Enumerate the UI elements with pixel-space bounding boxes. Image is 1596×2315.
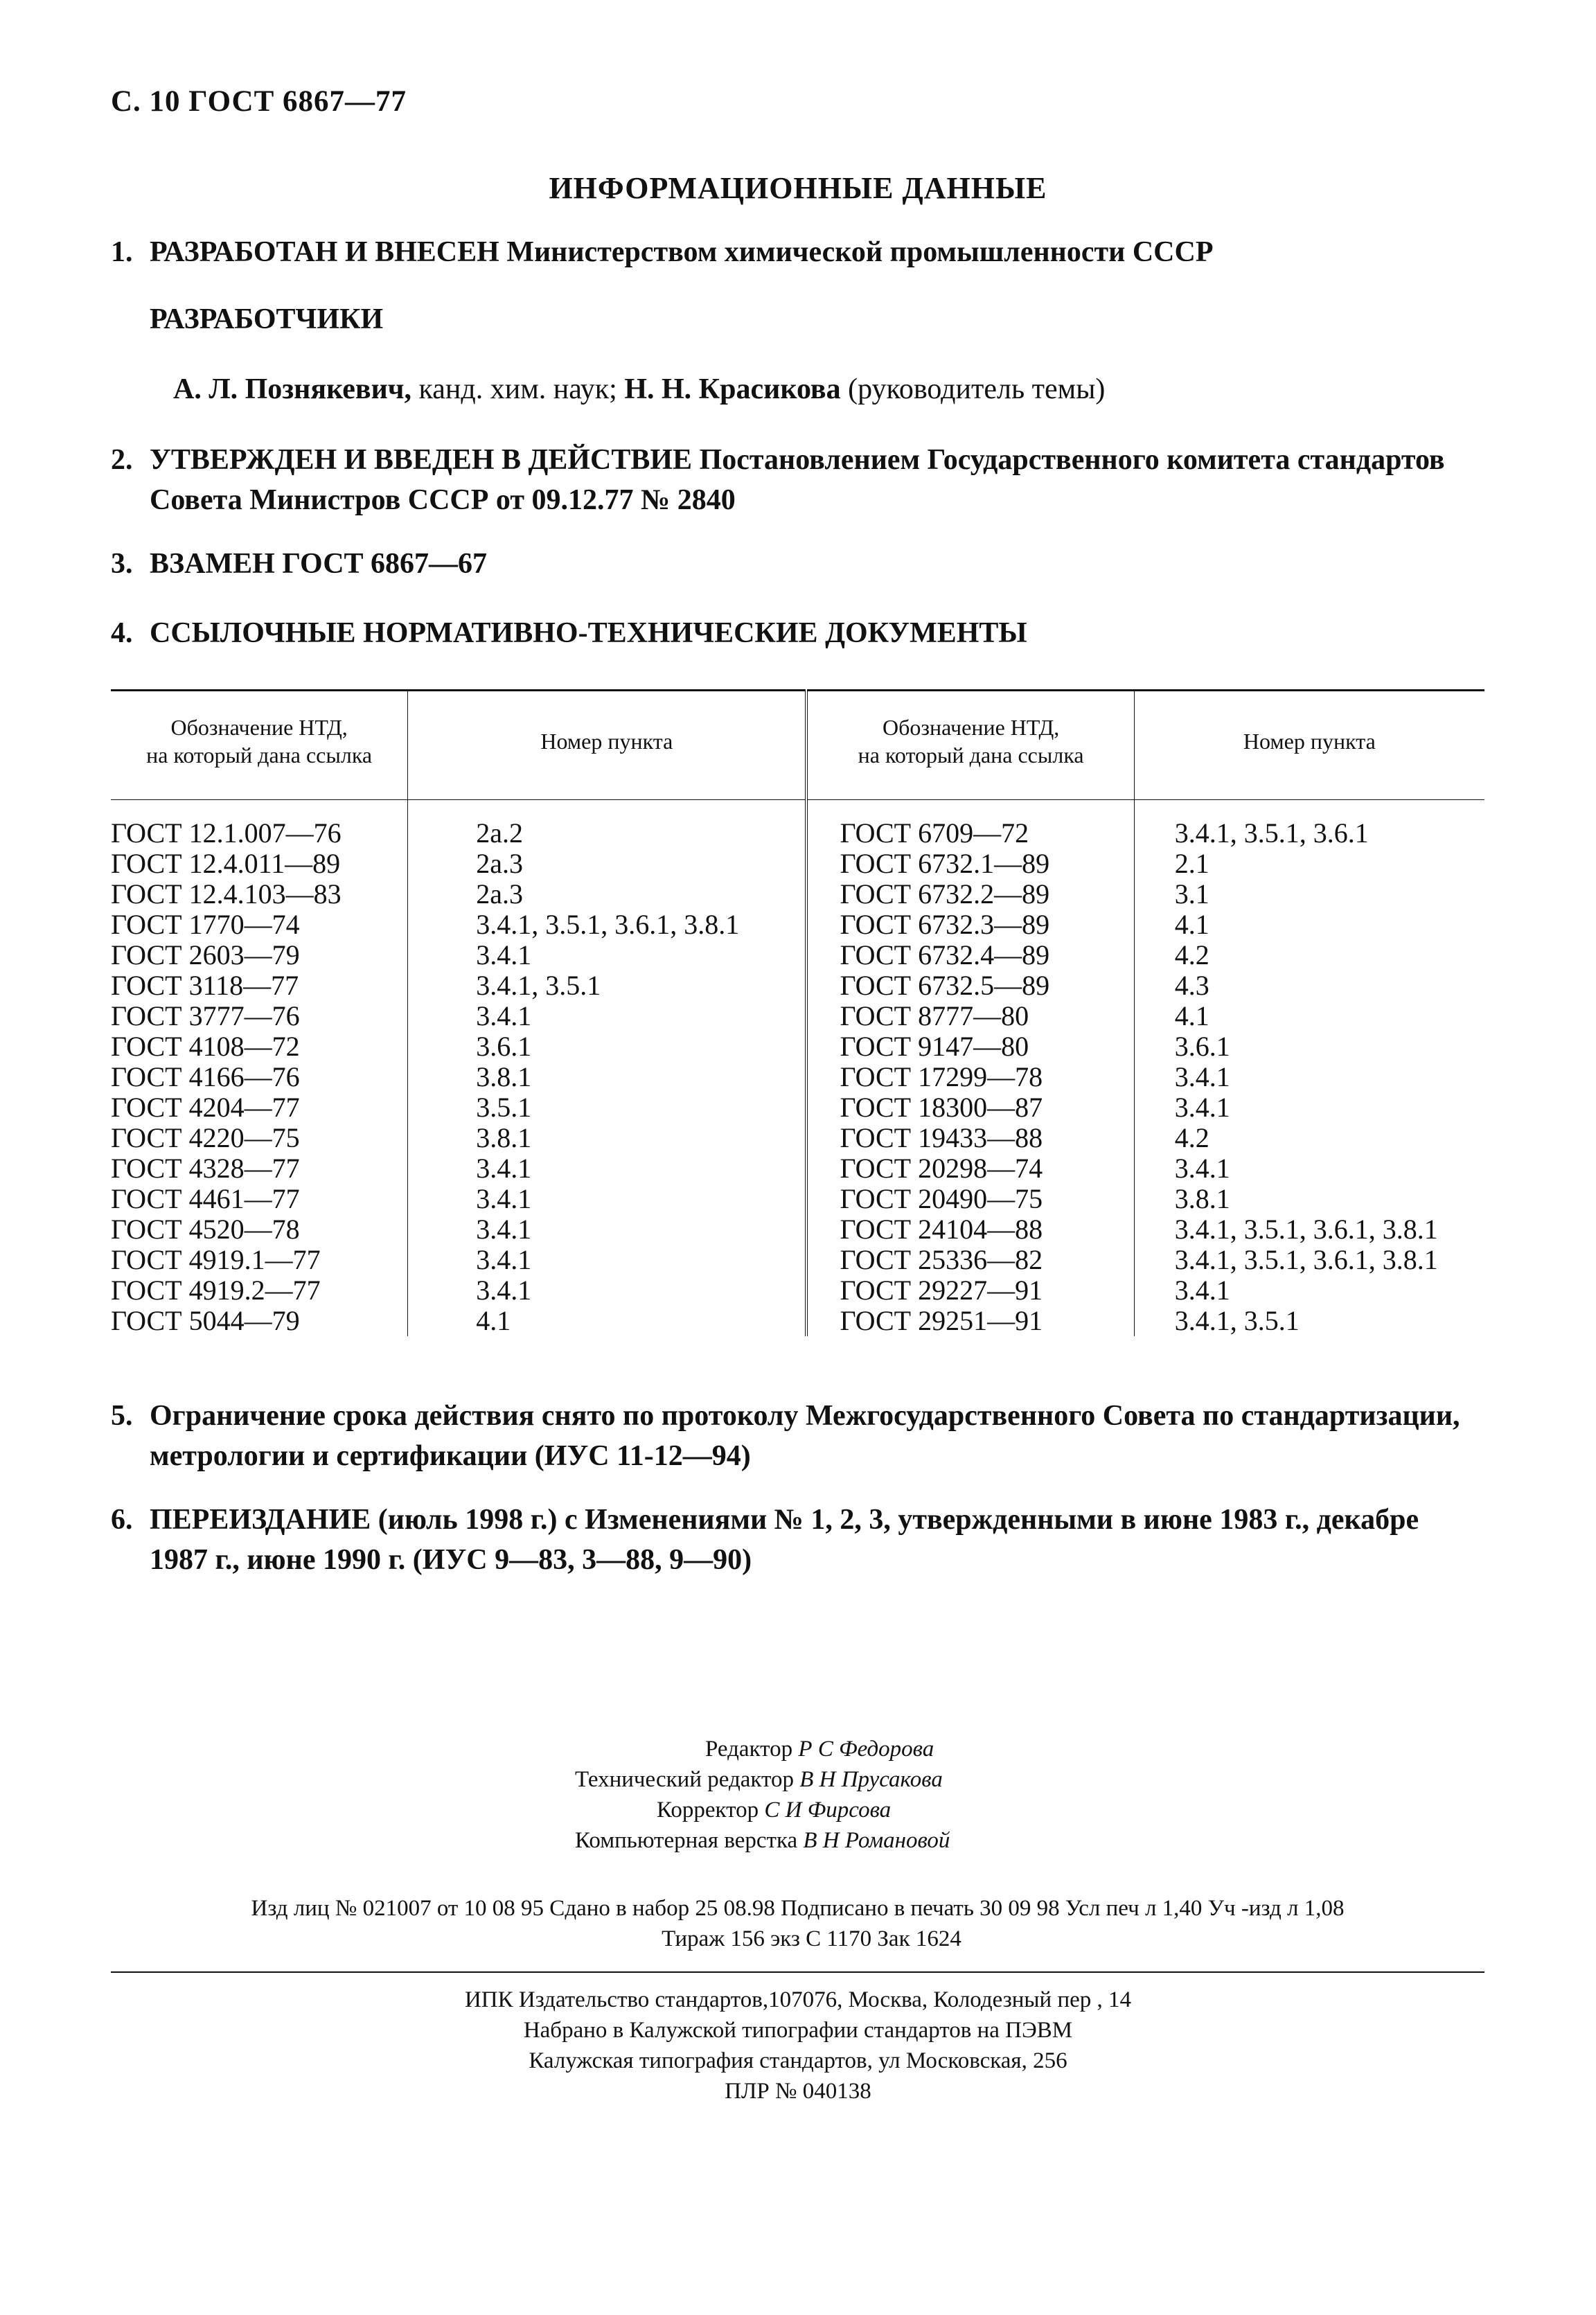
ref-doc-left: ГОСТ 4166—76 — [111, 1061, 300, 1092]
item-3-text: ВЗАМЕН ГОСТ 6867—67 — [150, 548, 488, 580]
ref-doc-left: ГОСТ 4204—77 — [111, 1092, 300, 1123]
table-row — [111, 1001, 1484, 1031]
header-doc-line2: на который дана ссылка — [146, 743, 373, 768]
item-5-line2: метрологии и сертификации (ИУС 11-12—94) — [150, 1440, 751, 1472]
ref-doc-right: ГОСТ 29251—91 — [806, 1306, 1134, 1336]
credit-editor-name: Р С Федорова — [798, 1737, 934, 1762]
ref-clause-left: 3.8.1 — [408, 1123, 807, 1153]
item-2-text-line1: Постановлением Государственного комитета стандартов — [692, 444, 1445, 476]
table-row — [111, 849, 1484, 879]
printer-line4: ПЛР № 040138 — [725, 2079, 871, 2104]
credit-editor-label: Редактор — [705, 1737, 799, 1762]
item-6-number: 6. — [111, 1504, 133, 1536]
developer-2-name: Н. Н. Красикова — [624, 373, 841, 405]
ref-clause-right: 3.1 — [1134, 879, 1484, 910]
table-row — [111, 1031, 1484, 1062]
ref-doc-right: ГОСТ 24104—88 — [806, 1214, 1134, 1245]
credit-tech-label: Технический редактор — [575, 1767, 800, 1792]
table-row — [111, 1062, 1484, 1092]
ref-doc-left: ГОСТ 4919.2—77 — [111, 1275, 321, 1306]
ref-clause-right: 4.2 — [1134, 940, 1484, 970]
ref-clause-right: 3.4.1 — [1134, 1062, 1484, 1092]
ref-clause-left: 2а.3 — [408, 879, 807, 910]
credits-block — [0, 1734, 1596, 1856]
item-2-bold: УТВЕРЖДЕН И ВВЕДЕН В ДЕЙСТВИЕ — [150, 444, 693, 476]
header-clause-number: Номер пункта — [408, 691, 807, 800]
ref-clause-right: 2.1 — [1134, 849, 1484, 879]
imprint-divider — [111, 1971, 1484, 1973]
ref-clause-left: 3.4.1 — [408, 1275, 807, 1306]
ref-doc-left: ГОСТ 12.4.103—83 — [111, 878, 342, 910]
credit-corrector-name: С И Фирсова — [764, 1798, 892, 1822]
document-title: ИНФОРМАЦИОННЫЕ ДАННЫЕ — [549, 171, 1047, 205]
ref-clause-left: 3.5.1 — [408, 1092, 807, 1123]
developer-2-role: (руководитель темы) — [840, 373, 1106, 405]
printer-line2: Набрано в Калужской типографии стандартов на ПЭВМ — [523, 2018, 1073, 2043]
ref-doc-right: ГОСТ 25336—82 — [806, 1245, 1134, 1275]
credit-tech-name: В Н Прусакова — [799, 1767, 943, 1792]
table-row — [111, 940, 1484, 970]
item-2-number: 2. — [111, 444, 133, 476]
table-row — [111, 1275, 1484, 1306]
item-6-line2: 1987 г., июне 1990 г. (ИУС 9—83, 3—88, 9—90) — [150, 1544, 752, 1576]
ref-doc-right: ГОСТ 20298—74 — [806, 1153, 1134, 1184]
ref-clause-left: 4.1 — [408, 1306, 807, 1336]
references-table — [111, 689, 1484, 1336]
table-row — [111, 1306, 1484, 1336]
ref-doc-left: ГОСТ 2603—79 — [111, 939, 300, 970]
table-row — [111, 1184, 1484, 1214]
item-1 — [111, 232, 1485, 272]
ref-doc-right: ГОСТ 6732.2—89 — [806, 879, 1134, 910]
ref-clause-left: 3.4.1 — [408, 1245, 807, 1275]
ref-clause-left: 2а.2 — [408, 800, 807, 849]
ref-doc-right: ГОСТ 20490—75 — [806, 1184, 1134, 1214]
credit-layout-label: Компьютерная верстка — [575, 1828, 804, 1853]
credit-editor — [0, 1734, 1596, 1764]
imprint-line2: Тираж 156 экз С 1170 Зак 1624 — [662, 1926, 961, 1951]
ref-doc-right: ГОСТ 19433—88 — [806, 1123, 1134, 1153]
developer-1-title: канд. хим. наук; — [411, 373, 625, 405]
ref-doc-right: ГОСТ 9147—80 — [806, 1031, 1134, 1062]
item-2 — [111, 440, 1485, 520]
ref-clause-left: 3.4.1 — [408, 1184, 807, 1214]
ref-clause-right: 4.1 — [1134, 910, 1484, 940]
ref-doc-left: ГОСТ 1770—74 — [111, 909, 300, 940]
item-1-number: 1. — [111, 236, 133, 268]
ref-doc-left: ГОСТ 4919.1—77 — [111, 1244, 321, 1275]
ref-clause-left: 3.4.1 — [408, 1001, 807, 1031]
ref-clause-right: 4.2 — [1134, 1123, 1484, 1153]
ref-doc-left: ГОСТ 4461—77 — [111, 1183, 300, 1214]
credit-corrector-label: Корректор — [657, 1798, 765, 1822]
ref-clause-left: 3.4.1 — [408, 1153, 807, 1184]
ref-clause-right: 4.1 — [1134, 1001, 1484, 1031]
ref-doc-left: ГОСТ 4108—72 — [111, 1031, 300, 1062]
ref-doc-right: ГОСТ 6732.4—89 — [806, 940, 1134, 970]
item-5-line1: Ограничение срока действия снято по протоколу Межгосударственного Совета по стандартизации, — [150, 1400, 1460, 1432]
table-row — [111, 970, 1484, 1001]
ref-clause-right: 3.4.1, 3.5.1, 3.6.1, 3.8.1 — [1134, 1214, 1484, 1245]
ref-doc-right: ГОСТ 6709—72 — [806, 800, 1134, 849]
item-3-number: 3. — [111, 548, 133, 580]
ref-doc-left: ГОСТ 3777—76 — [111, 1000, 300, 1031]
ref-doc-right: ГОСТ 6732.5—89 — [806, 970, 1134, 1001]
header-doc-line2: на который дана ссылка — [858, 743, 1084, 768]
table-row — [111, 1245, 1484, 1275]
ref-doc-left: ГОСТ 4220—75 — [111, 1122, 300, 1153]
item-3 — [111, 544, 1485, 584]
item-5 — [111, 1396, 1485, 1476]
ref-clause-right: 3.4.1, 3.5.1, 3.6.1, 3.8.1 — [1134, 1245, 1484, 1275]
table-row — [111, 800, 1484, 849]
table-row — [111, 1214, 1484, 1245]
ref-clause-left: 3.4.1 — [408, 1214, 807, 1245]
ref-clause-left: 3.6.1 — [408, 1031, 807, 1062]
printer-line1: ИПК Издательство стандартов,107076, Москва, Колодезный пер , 14 — [464, 1987, 1132, 2012]
ref-doc-right: ГОСТ 29227—91 — [806, 1275, 1134, 1306]
header-doc-line1: Обозначение НТД, — [882, 715, 1060, 740]
item-4 — [111, 613, 1485, 653]
ref-doc-left: ГОСТ 4328—77 — [111, 1153, 300, 1184]
credit-corrector — [0, 1795, 1596, 1825]
ref-doc-left: ГОСТ 3118—77 — [111, 970, 299, 1001]
table-row — [111, 879, 1484, 910]
header-doc-designation — [111, 691, 408, 800]
ref-clause-right: 3.4.1, 3.5.1 — [1134, 1306, 1484, 1336]
ref-doc-left: ГОСТ 4520—78 — [111, 1214, 300, 1245]
ref-clause-left: 3.8.1 — [408, 1062, 807, 1092]
item-4-number: 4. — [111, 617, 133, 649]
table-row — [111, 1092, 1484, 1123]
imprint-block — [111, 1893, 1484, 1954]
imprint-line1: Изд лиц № 021007 от 10 08 95 Сдано в набор 25 08.98 Подписано в печать 30 09 98 Усл печ л 1,40 Уч -изд л 1,08 — [251, 1896, 1345, 1921]
developers-heading: РАЗРАБОТЧИКИ — [150, 303, 384, 335]
ref-doc-right: ГОСТ 6732.3—89 — [806, 910, 1134, 940]
header-doc-designation-2 — [806, 691, 1134, 800]
item-5-number: 5. — [111, 1400, 133, 1432]
credit-layout-name: В Н Романовой — [803, 1828, 950, 1853]
developer-1-name: А. Л. Познякевич, — [173, 373, 411, 405]
ref-clause-right: 4.3 — [1134, 970, 1484, 1001]
ref-clause-right: 3.4.1, 3.5.1, 3.6.1 — [1134, 800, 1484, 849]
item-2-text-line2: Совета Министров СССР от 09.12.77 № 2840 — [150, 484, 736, 516]
ref-clause-right: 3.8.1 — [1134, 1184, 1484, 1214]
printer-line3: Калужская типография стандартов, ул Московская, 256 — [529, 2048, 1067, 2073]
ref-doc-left: ГОСТ 5044—79 — [111, 1305, 300, 1336]
header-doc-line1: Обозначение НТД, — [170, 715, 348, 740]
table-row — [111, 1153, 1484, 1184]
table-body — [111, 800, 1484, 1337]
ref-clause-left: 3.4.1 — [408, 940, 807, 970]
item-4-text: ССЫЛОЧНЫЕ НОРМАТИВНО-ТЕХНИЧЕСКИЕ ДОКУМЕНТЫ — [150, 617, 1027, 649]
ref-doc-left: ГОСТ 12.1.007—76 — [111, 817, 342, 849]
ref-doc-right: ГОСТ 8777—80 — [806, 1001, 1134, 1031]
ref-clause-right: 3.6.1 — [1134, 1031, 1484, 1062]
table-header-row — [111, 691, 1484, 800]
table-row — [111, 910, 1484, 940]
item-6 — [111, 1500, 1485, 1580]
ref-clause-left: 3.4.1, 3.5.1, 3.6.1, 3.8.1 — [408, 910, 807, 940]
ref-clause-right: 3.4.1 — [1134, 1092, 1484, 1123]
ref-clause-right: 3.4.1 — [1134, 1275, 1484, 1306]
table-row — [111, 1123, 1484, 1153]
ref-clause-left: 2а.3 — [408, 849, 807, 879]
developers-line — [111, 369, 1485, 409]
ref-clause-right: 3.4.1 — [1134, 1153, 1484, 1184]
item-1-text: Министерством химической промышленности СССР — [499, 236, 1214, 268]
ref-doc-right: ГОСТ 6732.1—89 — [806, 849, 1134, 879]
item-1-bold: РАЗРАБОТАН И ВНЕСЕН — [150, 236, 499, 268]
ref-doc-right: ГОСТ 18300—87 — [806, 1092, 1134, 1123]
credit-tech-editor — [0, 1764, 1596, 1795]
printer-block — [0, 1985, 1596, 2106]
ref-clause-left: 3.4.1, 3.5.1 — [408, 970, 807, 1001]
item-6-line1: ПЕРЕИЗДАНИЕ (июль 1998 г.) с Изменениями № 1, 2, 3, утвержденными в июне 1983 г., декабре — [150, 1504, 1419, 1536]
ref-doc-left: ГОСТ 12.4.011—89 — [111, 848, 341, 879]
page-header: С. 10 ГОСТ 6867—77 — [111, 85, 407, 118]
header-clause-number-2: Номер пункта — [1134, 691, 1484, 800]
ref-doc-right: ГОСТ 17299—78 — [806, 1062, 1134, 1092]
credit-layout — [0, 1825, 1596, 1856]
